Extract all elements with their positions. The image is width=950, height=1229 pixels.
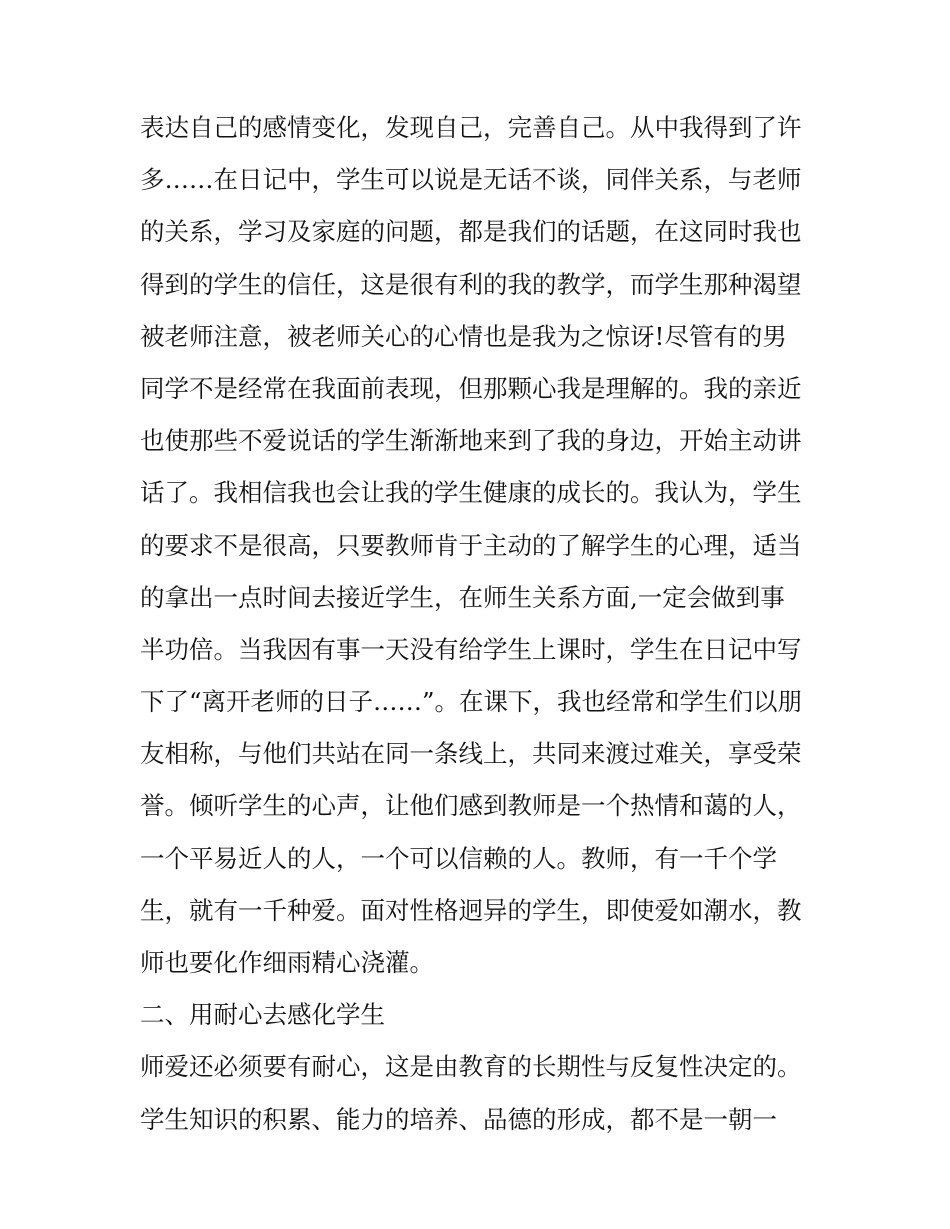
text-line-17: 师也要化作细雨精心浇灌。	[140, 948, 434, 977]
text-line-19: 师爱还必须要有耐心，这是由教育的长期性与反复性决定的。	[140, 1052, 802, 1082]
text-line-8: 话了。我相信我也会让我的学生健康的成长的。我认为，学生	[140, 478, 802, 508]
section-heading: 二、用耐心去感化学生	[140, 1000, 385, 1030]
text-line-13: 友相称，与他们共站在同一条线上，共同来渡过难关，享受荣	[140, 739, 802, 769]
text-line-6: 同学不是经常在我面前表现，但那颗心我是理解的。我的亲近	[140, 373, 802, 403]
text-line-10: 的拿出一点时间去接近学生，在师生关系方面,一定会做到事	[140, 582, 785, 612]
text-line-1: 表达自己的感情变化，发现自己，完善自己。从中我得到了许	[140, 113, 802, 142]
text-line-4: 得到的学生的信任，这是很有利的我的教学，而学生那种渴望	[140, 269, 802, 299]
text-line-9: 的要求不是很高，只要教师肯于主动的了解学生的心理，适当	[140, 530, 802, 560]
text-line-14: 誉。倾听学生的心声，让他们感到教师是一个热情和蔼的人，	[140, 791, 802, 821]
text-line-3: 的关系，学习及家庭的问题，都是我们的话题，在这同时我也	[140, 217, 802, 247]
body-text	[140, 102, 820, 1146]
text-line-5: 被老师注意，被老师关心的心情也是我为之惊讶!尽管有的男	[140, 321, 787, 351]
text-line-15: 一个平易近人的人，一个可以信赖的人。教师，有一千个学	[140, 843, 777, 873]
text-line-16: 生，就有一千种爱。面对性格迥异的学生，即使爱如潮水，教	[140, 895, 802, 925]
text-line-7: 也使那些不爱说话的学生渐渐地来到了我的身边，开始主动讲	[140, 426, 802, 456]
text-line-12: 下了“离开老师的日子……”。在课下，我也经常和学生们以朋	[140, 687, 803, 717]
text-line-11: 半功倍。当我因有事一天没有给学生上课时，学生在日记中写	[140, 634, 802, 664]
text-line-2: 多……在日记中，学生可以说是无话不谈，同伴关系，与老师	[140, 165, 802, 195]
text-line-20: 学生知识的积累、能力的培养、品德的形成，都不是一朝一	[140, 1104, 777, 1134]
